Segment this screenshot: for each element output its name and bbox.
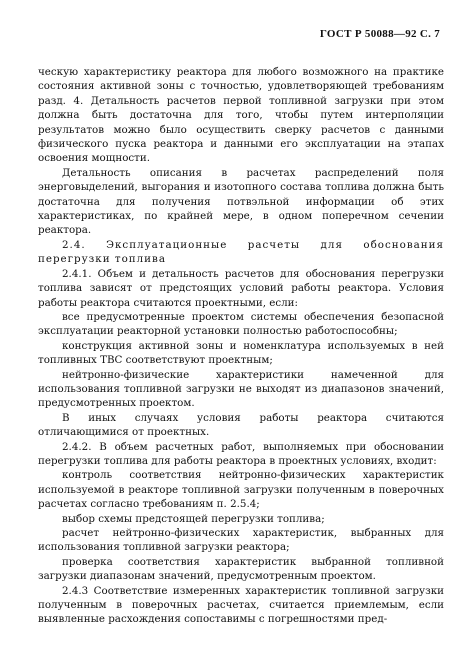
- paragraph: 2.4.3 Соответствие измеренных характеристик топливной загрузки полученным в поверочных расчетах, считается приемлемым, если выявленные расхождения сопоставимы с погрешностями пред-: [38, 584, 444, 626]
- paragraph: конструкция активной зоны и номенклатура используемых в ней топливных ТВС соответствуют проектным;: [38, 339, 444, 367]
- paragraph: контроль соответствия нейтронно-физических характеристик используемой в реакторе топливной загрузки полученным в поверочных расчетах согласно требованиям п. 2.5.4;: [38, 469, 444, 511]
- paragraph: 2.4.1. Объем и детальность расчетов для обоснования перегрузки топлива зависят от предстоящих условий работы реактора. Условия работы реактора считаются проектными, если:: [38, 267, 444, 309]
- paragraph: нейтронно-физические характеристики намеченной для использования топливной загрузки не выходят из диапазонов значений, предусмотренных проектом.: [38, 368, 444, 410]
- paragraph: расчет нейтронно-физических характеристик, выбранных для использования топливной загрузки реактора;: [38, 527, 444, 554]
- paragraph: Детальность описания в расчетах распределений поля энерговыделений, выгорания и изотопного состава топлива должна быть достаточна для получения потвэльной информации об этих характеристиках, по крайней мере, в одном поперечном сечении реактора.: [38, 166, 444, 237]
- paragraph: выбор схемы предстоящей перегрузки топлива;: [62, 512, 325, 525]
- paragraph: 2.4.2. В объем расчетных работ, выполняемых при обосновании перегрузки топлива для работы реактора в проектных условиях, входит:: [38, 440, 444, 467]
- paragraph: проверка соответствия характеристик выбранной топливной загрузки диапазонам значений, предусмотренным проектом.: [38, 555, 444, 583]
- paragraph: ческую характеристику реактора для любого возможного на практике состояния активной зоны с точностью, удовлетворяющей требованиям разд. 4. Детальность расчетов первой топливной загрузки при этом должна быть достаточна для того, чтобы путем интерполяции результатов можно было осуществить сверку расчетов с данными физического пуска реактора и данными его эксплуатации на этапах освоения мощности.: [38, 66, 444, 165]
- paragraph: В иных случаях условия работы реактора считаются отличающимися от проектных.: [38, 411, 444, 439]
- document-body: [38, 65, 444, 627]
- paragraph: 2.4. Эксплуатационные расчеты для обоснования перегрузки топлива: [38, 238, 444, 266]
- page-header: ГОСТ Р 50088—92 С. 7: [319, 28, 440, 40]
- paragraph: все предусмотренные проектом системы обеспечения безопасной эксплуатации реакторной установки полностью работоспособны;: [38, 310, 444, 338]
